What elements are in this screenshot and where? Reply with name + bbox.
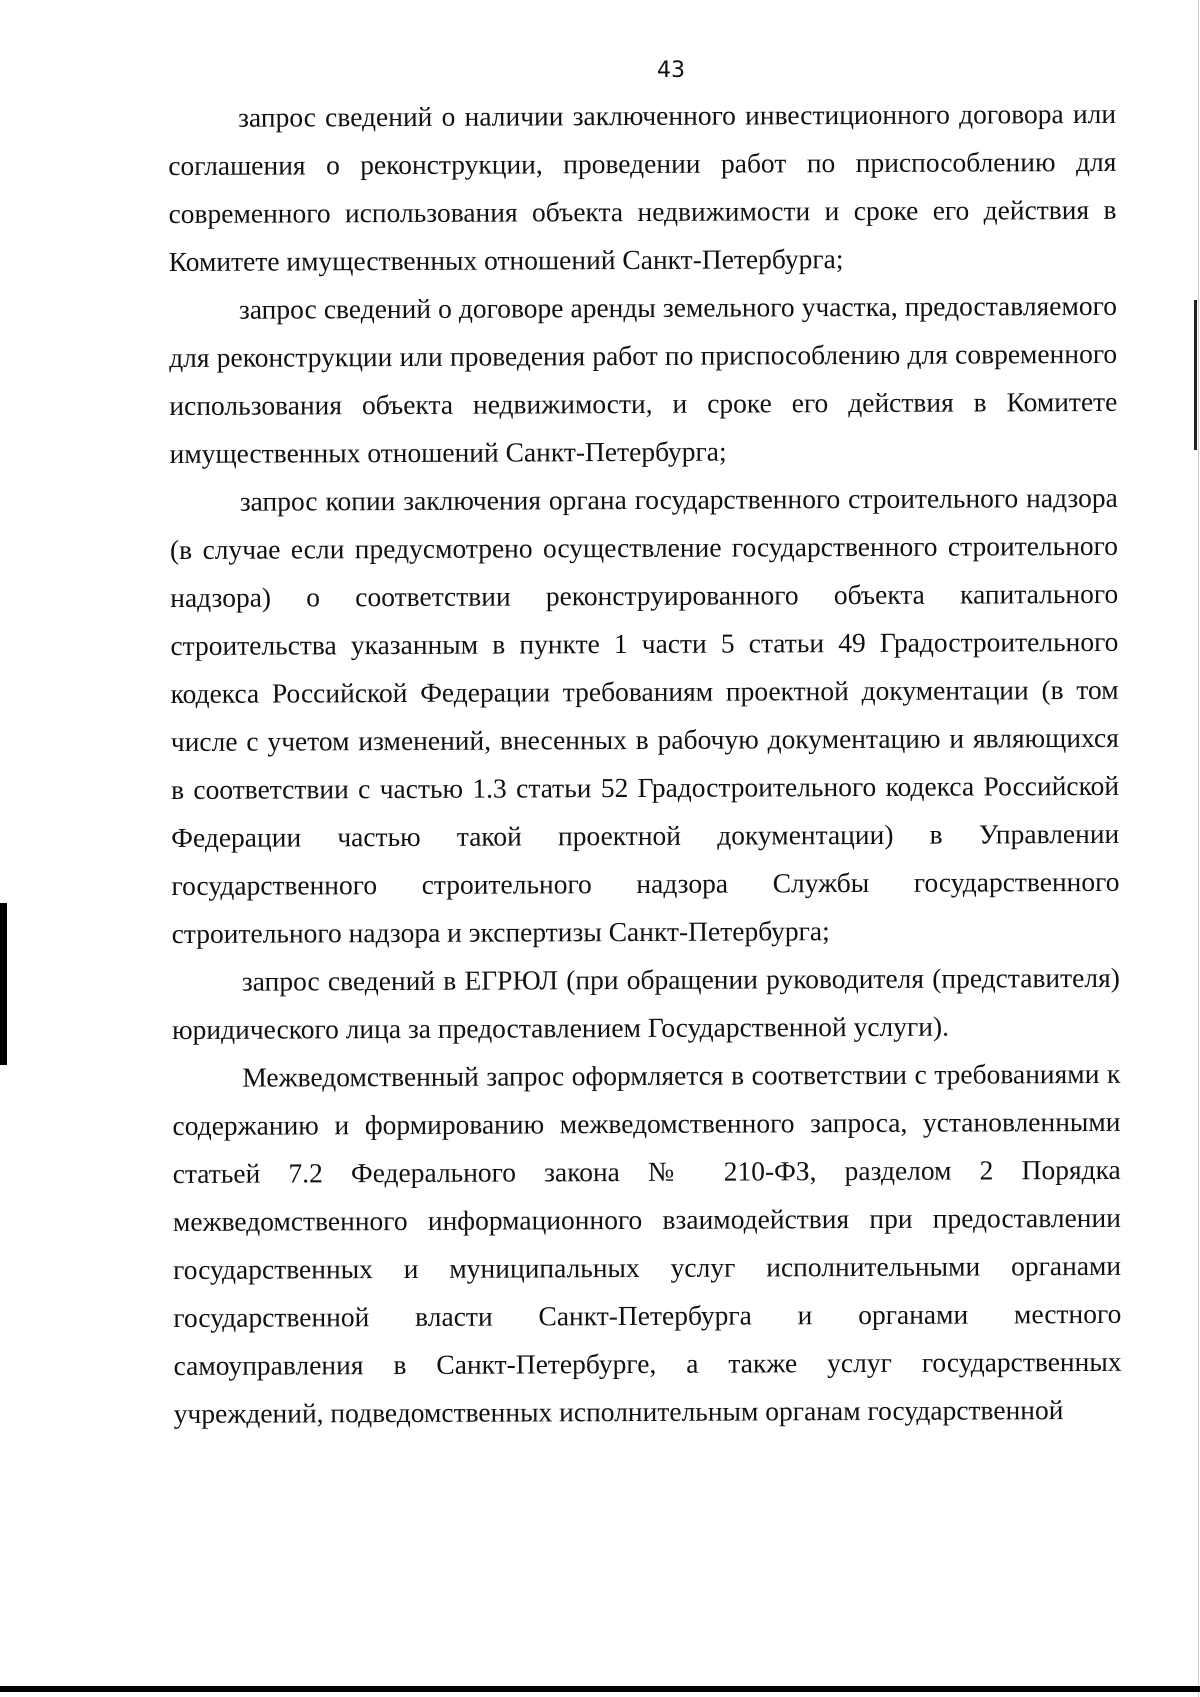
body-text	[168, 90, 1122, 1438]
paragraph-interagency-request: Межведомственный запрос оформляется в соответствии с требованиями к содержанию и формированию межведомственного запроса, установленными статьей 7.2 Федерального закона № 210-ФЗ, разделом 2 Порядка межведомственного информационного взаимодействия при предоставлении государственных и муниципальных услуг исполнительными органами государственной власти Санкт-Петербурга и органами местного самоуправления в Санкт-Петербурге, а также услуг государственных учреждений, подведомственных исполнительным органам государственной	[172, 1057, 1122, 1429]
paragraph-egrul-request: запрос сведений в ЕГРЮЛ (при обращении руководителя (представителя) юридического лица за предоставлением Государственной услуги).	[172, 961, 1120, 1045]
scan-artifact-left	[0, 903, 7, 1065]
paragraph-investment-agreement-request: запрос сведений о наличии заключенного инвестиционного договора или соглашения о реконструкции, проведении работ по приспособлению для современного использования объекта недвижимости и сроке его действия в Комитете имущественных отношений Санкт-Петербурга;	[168, 97, 1117, 277]
paragraph-land-lease-request: запрос сведений о договоре аренды земельного участка, предоставляемого для реконструкции или проведения работ по приспособлению для современного использования объекта недвижимости, и сроке его действия в Комитете имущественных отношений Санкт-Петербурга;	[169, 289, 1118, 469]
scan-edge-line	[1198, 0, 1199, 1697]
paragraph-construction-supervision-request: запрос копии заключения органа государственного строительного надзора (в случае если предусмотрено осуществление государственного строительного надзора) о соответствии реконструированного объекта капитального строительства указанным в пункте 1 части 5 статьи 49 Градостроительного кодекса Российской Федерации требованиям проектной документации (в том числе с учетом изменений, внесенных в рабочую документацию и являющихся в соответствии с частью 1.3 статьи 52 Градостроительного кодекса Российской Федерации частью такой проектной документации) в Управлении государственного строительного надзора Службы государственного строительного надзора и экспертизы Санкт-Петербурга;	[169, 481, 1120, 949]
page-number: 43	[657, 58, 685, 83]
scan-artifact-right	[1194, 300, 1197, 450]
scan-artifact-bottom	[0, 1686, 1200, 1692]
